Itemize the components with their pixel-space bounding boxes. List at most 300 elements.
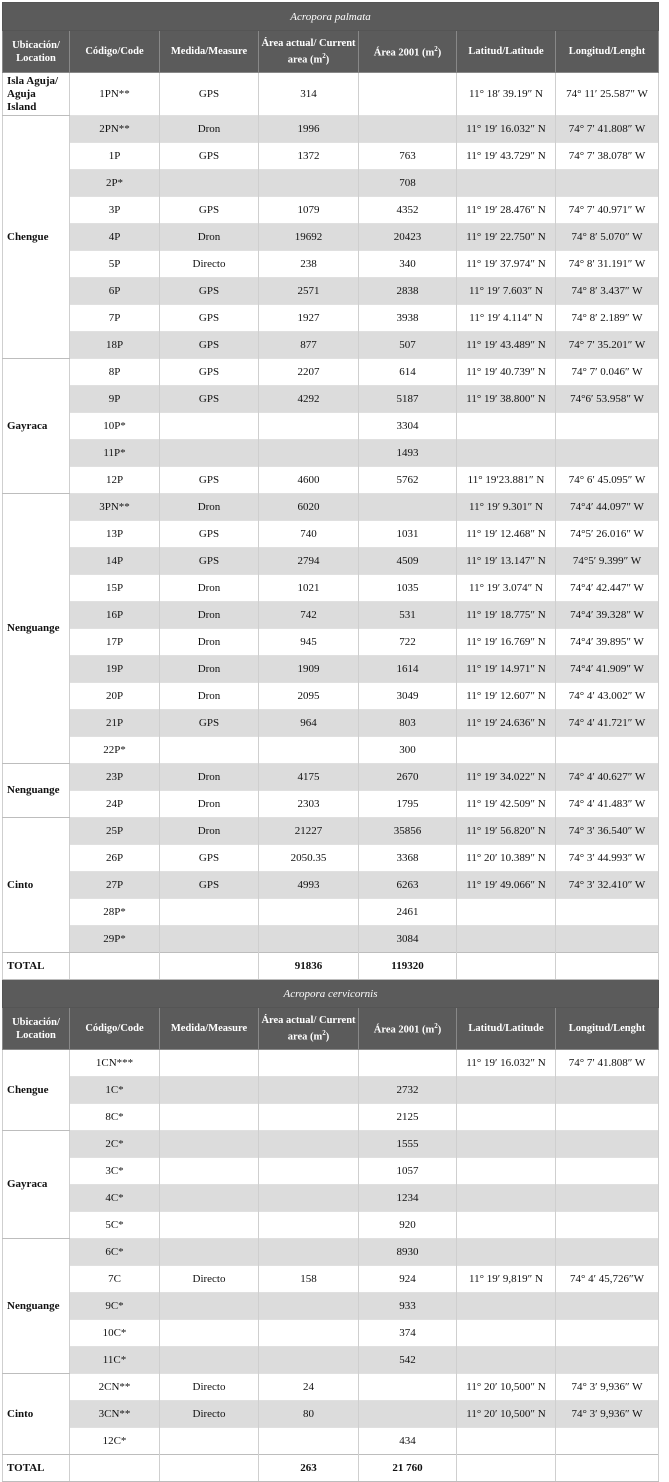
- longitude-cell: 74° 4′ 41.483″ W: [556, 791, 659, 818]
- area-2001-cell: 4509: [359, 548, 457, 575]
- latitude-cell: 11° 19′23.881″ N: [457, 467, 556, 494]
- table-row: [3, 845, 659, 872]
- total-area-2001: 119320: [359, 953, 457, 980]
- current-area-cell: 945: [259, 629, 359, 656]
- current-area-cell: [259, 1428, 359, 1455]
- header-location: Ubicación/ Location: [3, 31, 70, 73]
- total-empty-cell: [556, 953, 659, 980]
- longitude-cell: 74° 8′ 5.070″ W: [556, 224, 659, 251]
- area-2001-cell: 531: [359, 602, 457, 629]
- location-cell: Chengue: [3, 1050, 70, 1131]
- current-area-cell: 6020: [259, 494, 359, 521]
- current-area-cell: [259, 440, 359, 467]
- header-location: Ubicación/ Location: [3, 1008, 70, 1050]
- code-cell: 8P: [70, 359, 160, 386]
- current-area-cell: [259, 413, 359, 440]
- table-row: [3, 872, 659, 899]
- longitude-cell: 74° 4′ 41.721″ W: [556, 710, 659, 737]
- measure-cell: [160, 1347, 259, 1374]
- longitude-cell: [556, 1185, 659, 1212]
- measure-cell: [160, 1212, 259, 1239]
- location-cell: Cinto: [3, 818, 70, 953]
- area-2001-cell: 2732: [359, 1077, 457, 1104]
- current-area-cell: [259, 1131, 359, 1158]
- latitude-cell: [457, 1131, 556, 1158]
- table-row: [3, 170, 659, 197]
- latitude-cell: [457, 1293, 556, 1320]
- current-area-cell: 1372: [259, 143, 359, 170]
- latitude-cell: 11° 19′ 38.800″ N: [457, 386, 556, 413]
- measure-cell: Directo: [160, 251, 259, 278]
- species-title-row: [3, 980, 659, 1008]
- measure-cell: GPS: [160, 467, 259, 494]
- measure-cell: Dron: [160, 764, 259, 791]
- longitude-cell: [556, 413, 659, 440]
- longitude-cell: [556, 1131, 659, 1158]
- longitude-cell: 74°4′ 39.895″ W: [556, 629, 659, 656]
- current-area-cell: 1021: [259, 575, 359, 602]
- code-cell: 2C*: [70, 1131, 160, 1158]
- code-cell: 3P: [70, 197, 160, 224]
- table-row: [3, 1104, 659, 1131]
- latitude-cell: 11° 19′ 14.971″ N: [457, 656, 556, 683]
- code-cell: 2CN**: [70, 1374, 160, 1401]
- measure-cell: GPS: [160, 521, 259, 548]
- longitude-cell: 74° 11′ 25.587″ W: [556, 73, 659, 116]
- longitude-cell: 74°5′ 26.016″ W: [556, 521, 659, 548]
- latitude-cell: [457, 1185, 556, 1212]
- code-cell: 12C*: [70, 1428, 160, 1455]
- area-2001-cell: 2670: [359, 764, 457, 791]
- area-2001-cell: 1234: [359, 1185, 457, 1212]
- latitude-cell: 11° 18′ 39.19″ N: [457, 73, 556, 116]
- area-2001-cell: 6263: [359, 872, 457, 899]
- measure-cell: GPS: [160, 332, 259, 359]
- longitude-cell: [556, 170, 659, 197]
- table-row: [3, 278, 659, 305]
- latitude-cell: [457, 1077, 556, 1104]
- current-area-cell: 1996: [259, 116, 359, 143]
- table-row: [3, 818, 659, 845]
- code-cell: 23P: [70, 764, 160, 791]
- measure-cell: Dron: [160, 629, 259, 656]
- latitude-cell: 11° 19′ 56.820″ N: [457, 818, 556, 845]
- measure-cell: GPS: [160, 359, 259, 386]
- longitude-cell: [556, 1212, 659, 1239]
- area-2001-cell: 542: [359, 1347, 457, 1374]
- longitude-cell: 74° 7′ 35.201″ W: [556, 332, 659, 359]
- area-2001-cell: 434: [359, 1428, 457, 1455]
- latitude-cell: [457, 170, 556, 197]
- longitude-cell: 74° 3′ 44.993″ W: [556, 845, 659, 872]
- measure-cell: [160, 899, 259, 926]
- area-2001-cell: 4352: [359, 197, 457, 224]
- code-cell: 19P: [70, 656, 160, 683]
- measure-cell: Dron: [160, 116, 259, 143]
- area-2001-cell: 1057: [359, 1158, 457, 1185]
- table-row: [3, 1077, 659, 1104]
- current-area-cell: [259, 1212, 359, 1239]
- area-2001-cell: 374: [359, 1320, 457, 1347]
- longitude-cell: [556, 1104, 659, 1131]
- area-2001-cell: [359, 116, 457, 143]
- total-empty-cell: [457, 953, 556, 980]
- table-row: [3, 1185, 659, 1212]
- table-row: [3, 926, 659, 953]
- code-cell: 8C*: [70, 1104, 160, 1131]
- code-cell: 29P*: [70, 926, 160, 953]
- measure-cell: [160, 1239, 259, 1266]
- area-2001-cell: 5187: [359, 386, 457, 413]
- current-area-cell: 877: [259, 332, 359, 359]
- code-cell: 1PN**: [70, 73, 160, 116]
- longitude-cell: 74° 3′ 9,936″ W: [556, 1401, 659, 1428]
- table-row: [3, 737, 659, 764]
- code-cell: 11P*: [70, 440, 160, 467]
- location-cell: Cinto: [3, 1374, 70, 1455]
- code-cell: 6C*: [70, 1239, 160, 1266]
- code-cell: 5C*: [70, 1212, 160, 1239]
- table-row: [3, 332, 659, 359]
- current-area-cell: [259, 1239, 359, 1266]
- longitude-cell: [556, 1347, 659, 1374]
- longitude-cell: 74° 4′ 43.002″ W: [556, 683, 659, 710]
- area-2001-cell: 5762: [359, 467, 457, 494]
- total-area-2001: 21 760: [359, 1455, 457, 1482]
- coral-table-container: [2, 2, 658, 1482]
- table-row: [3, 1374, 659, 1401]
- header-latitude: Latitud/Latitude: [457, 1008, 556, 1050]
- header-longitude: Longitud/Lenght: [556, 1008, 659, 1050]
- longitude-cell: [556, 1239, 659, 1266]
- column-header-row: [3, 1008, 659, 1050]
- latitude-cell: [457, 413, 556, 440]
- area-2001-cell: 920: [359, 1212, 457, 1239]
- measure-cell: Dron: [160, 791, 259, 818]
- longitude-cell: [556, 1158, 659, 1185]
- table-row: [3, 764, 659, 791]
- area-2001-cell: 763: [359, 143, 457, 170]
- area-2001-cell: [359, 1050, 457, 1077]
- measure-cell: Dron: [160, 575, 259, 602]
- longitude-cell: [556, 1428, 659, 1455]
- measure-cell: GPS: [160, 710, 259, 737]
- latitude-cell: 11° 20′ 10.389″ N: [457, 845, 556, 872]
- table-row: [3, 1401, 659, 1428]
- location-cell: Isla Aguja/ Aguja Island: [3, 73, 70, 116]
- latitude-cell: 11° 19′ 24.636″ N: [457, 710, 556, 737]
- table-row: [3, 602, 659, 629]
- latitude-cell: [457, 1212, 556, 1239]
- measure-cell: [160, 926, 259, 953]
- current-area-cell: 19692: [259, 224, 359, 251]
- table-row: [3, 413, 659, 440]
- code-cell: 21P: [70, 710, 160, 737]
- current-area-cell: 2207: [259, 359, 359, 386]
- area-2001-cell: [359, 73, 457, 116]
- measure-cell: [160, 737, 259, 764]
- measure-cell: [160, 1293, 259, 1320]
- table-row: [3, 683, 659, 710]
- longitude-cell: 74° 8′ 31.191″ W: [556, 251, 659, 278]
- area-2001-cell: 340: [359, 251, 457, 278]
- table-row: [3, 1428, 659, 1455]
- current-area-cell: [259, 1050, 359, 1077]
- latitude-cell: 11° 19′ 13.147″ N: [457, 548, 556, 575]
- code-cell: 26P: [70, 845, 160, 872]
- longitude-cell: [556, 926, 659, 953]
- table-row: [3, 899, 659, 926]
- area-2001-cell: 1795: [359, 791, 457, 818]
- measure-cell: [160, 1428, 259, 1455]
- measure-cell: Directo: [160, 1266, 259, 1293]
- table-row: [3, 1158, 659, 1185]
- measure-cell: Directo: [160, 1374, 259, 1401]
- code-cell: 18P: [70, 332, 160, 359]
- longitude-cell: 74° 7′ 41.808″ W: [556, 1050, 659, 1077]
- header-current-area: Área actual/ Current area $(m^2)$: [259, 31, 359, 73]
- latitude-cell: 11° 19′ 37.974″ N: [457, 251, 556, 278]
- area-2001-cell: 1031: [359, 521, 457, 548]
- table-row: [3, 467, 659, 494]
- code-cell: 10P*: [70, 413, 160, 440]
- measure-cell: [160, 440, 259, 467]
- total-label: TOTAL: [3, 953, 70, 980]
- table-row: [3, 197, 659, 224]
- latitude-cell: 11° 19′ 43.729″ N: [457, 143, 556, 170]
- coral-area-table: [2, 2, 659, 1482]
- location-cell: Nenguange: [3, 1239, 70, 1374]
- total-empty-cell: [160, 1455, 259, 1482]
- header-code: Código/Code: [70, 31, 160, 73]
- table-row: [3, 548, 659, 575]
- species-title-row: [3, 3, 659, 31]
- code-cell: 9P: [70, 386, 160, 413]
- area-2001-cell: 614: [359, 359, 457, 386]
- code-cell: 16P: [70, 602, 160, 629]
- measure-cell: Dron: [160, 602, 259, 629]
- area-2001-cell: 3938: [359, 305, 457, 332]
- measure-cell: [160, 1131, 259, 1158]
- current-area-cell: [259, 170, 359, 197]
- area-2001-cell: 2461: [359, 899, 457, 926]
- area-2001-cell: 1035: [359, 575, 457, 602]
- current-area-cell: 742: [259, 602, 359, 629]
- latitude-cell: [457, 1320, 556, 1347]
- header-current-area: Área actual/ Current area $(m^2)$: [259, 1008, 359, 1050]
- area-2001-cell: [359, 494, 457, 521]
- longitude-cell: 74° 3′ 9,936″ W: [556, 1374, 659, 1401]
- current-area-cell: 1079: [259, 197, 359, 224]
- longitude-cell: 74° 8′ 2.189″ W: [556, 305, 659, 332]
- table-row: [3, 1212, 659, 1239]
- measure-cell: GPS: [160, 845, 259, 872]
- table-row: [3, 521, 659, 548]
- latitude-cell: [457, 1239, 556, 1266]
- current-area-cell: 80: [259, 1401, 359, 1428]
- table-row: [3, 305, 659, 332]
- code-cell: 14P: [70, 548, 160, 575]
- longitude-cell: 74°5′ 9.399″ W: [556, 548, 659, 575]
- latitude-cell: 11° 20′ 10,500″ N: [457, 1374, 556, 1401]
- latitude-cell: 11° 19′ 18.775″ N: [457, 602, 556, 629]
- measure-cell: GPS: [160, 305, 259, 332]
- latitude-cell: 11° 20′ 10,500″ N: [457, 1401, 556, 1428]
- code-cell: 9C*: [70, 1293, 160, 1320]
- latitude-cell: 11° 19′ 7.603″ N: [457, 278, 556, 305]
- total-empty-cell: [556, 1455, 659, 1482]
- location-cell: Nenguange: [3, 764, 70, 818]
- location-cell: Chengue: [3, 116, 70, 359]
- latitude-cell: 11° 19′ 9.301″ N: [457, 494, 556, 521]
- latitude-cell: [457, 1104, 556, 1131]
- code-cell: 1P: [70, 143, 160, 170]
- code-cell: 4P: [70, 224, 160, 251]
- code-cell: 7C: [70, 1266, 160, 1293]
- measure-cell: [160, 413, 259, 440]
- latitude-cell: [457, 926, 556, 953]
- latitude-cell: 11° 19′ 49.066″ N: [457, 872, 556, 899]
- code-cell: 25P: [70, 818, 160, 845]
- table-row: [3, 1347, 659, 1374]
- current-area-cell: 158: [259, 1266, 359, 1293]
- code-cell: 3C*: [70, 1158, 160, 1185]
- area-2001-cell: 933: [359, 1293, 457, 1320]
- longitude-cell: 74° 7′ 40.971″ W: [556, 197, 659, 224]
- table-row: [3, 710, 659, 737]
- measure-cell: [160, 1158, 259, 1185]
- measure-cell: Dron: [160, 224, 259, 251]
- measure-cell: [160, 1050, 259, 1077]
- longitude-cell: [556, 737, 659, 764]
- area-2001-cell: 3368: [359, 845, 457, 872]
- current-area-cell: [259, 899, 359, 926]
- longitude-cell: 74° 7′ 38.078″ W: [556, 143, 659, 170]
- current-area-cell: 964: [259, 710, 359, 737]
- location-cell: Gayraca: [3, 359, 70, 494]
- current-area-cell: 4175: [259, 764, 359, 791]
- table-row: [3, 251, 659, 278]
- table-row: [3, 359, 659, 386]
- species-title: Acropora palmata: [3, 3, 659, 31]
- measure-cell: Dron: [160, 818, 259, 845]
- latitude-cell: [457, 1347, 556, 1374]
- header-area-2001: Área 2001 $(m^2)$: [359, 1008, 457, 1050]
- current-area-cell: 740: [259, 521, 359, 548]
- table-row: [3, 143, 659, 170]
- code-cell: 2PN**: [70, 116, 160, 143]
- longitude-cell: 74°4′ 39.328″ W: [556, 602, 659, 629]
- header-longitude: Longitud/Lenght: [556, 31, 659, 73]
- area-2001-cell: 1493: [359, 440, 457, 467]
- table-row: [3, 440, 659, 467]
- code-cell: 12P: [70, 467, 160, 494]
- latitude-cell: 11° 19′ 16.032″ N: [457, 1050, 556, 1077]
- code-cell: 24P: [70, 791, 160, 818]
- measure-cell: [160, 1320, 259, 1347]
- code-cell: 13P: [70, 521, 160, 548]
- code-cell: 20P: [70, 683, 160, 710]
- code-cell: 17P: [70, 629, 160, 656]
- current-area-cell: [259, 1320, 359, 1347]
- code-cell: 1C*: [70, 1077, 160, 1104]
- current-area-cell: 238: [259, 251, 359, 278]
- table-row: [3, 494, 659, 521]
- current-area-cell: 314: [259, 73, 359, 116]
- latitude-cell: 11° 19′ 28.476″ N: [457, 197, 556, 224]
- area-2001-cell: 708: [359, 170, 457, 197]
- area-2001-cell: 3084: [359, 926, 457, 953]
- measure-cell: GPS: [160, 278, 259, 305]
- header-code: Código/Code: [70, 1008, 160, 1050]
- current-area-cell: 21227: [259, 818, 359, 845]
- area-2001-cell: 2125: [359, 1104, 457, 1131]
- code-cell: 5P: [70, 251, 160, 278]
- latitude-cell: [457, 899, 556, 926]
- code-cell: 27P: [70, 872, 160, 899]
- current-area-cell: [259, 1185, 359, 1212]
- latitude-cell: 11° 19′ 42.509″ N: [457, 791, 556, 818]
- current-area-cell: 4292: [259, 386, 359, 413]
- current-area-cell: 1927: [259, 305, 359, 332]
- table-row: [3, 1320, 659, 1347]
- area-2001-cell: [359, 1401, 457, 1428]
- table-row: [3, 791, 659, 818]
- table-row: [3, 1050, 659, 1077]
- latitude-cell: 11° 19′ 12.468″ N: [457, 521, 556, 548]
- latitude-cell: [457, 1428, 556, 1455]
- total-empty-cell: [160, 953, 259, 980]
- current-area-cell: 24: [259, 1374, 359, 1401]
- longitude-cell: [556, 899, 659, 926]
- latitude-cell: 11° 19′ 12.607″ N: [457, 683, 556, 710]
- total-row: [3, 1455, 659, 1482]
- area-2001-cell: 8930: [359, 1239, 457, 1266]
- table-row: [3, 656, 659, 683]
- current-area-cell: [259, 1104, 359, 1131]
- longitude-cell: 74°4′ 44.097″ W: [556, 494, 659, 521]
- header-measure: Medida/Measure: [160, 31, 259, 73]
- longitude-cell: [556, 1320, 659, 1347]
- area-2001-cell: 722: [359, 629, 457, 656]
- measure-cell: [160, 170, 259, 197]
- code-cell: 28P*: [70, 899, 160, 926]
- area-2001-cell: 924: [359, 1266, 457, 1293]
- current-area-cell: 2794: [259, 548, 359, 575]
- code-cell: 22P*: [70, 737, 160, 764]
- latitude-cell: [457, 1158, 556, 1185]
- header-latitude: Latitud/Latitude: [457, 31, 556, 73]
- location-cell: Gayraca: [3, 1131, 70, 1239]
- longitude-cell: 74°4′ 41.909″ W: [556, 656, 659, 683]
- current-area-cell: 4600: [259, 467, 359, 494]
- total-empty-cell: [70, 953, 160, 980]
- measure-cell: Dron: [160, 494, 259, 521]
- area-2001-cell: 35856: [359, 818, 457, 845]
- latitude-cell: 11° 19′ 34.022″ N: [457, 764, 556, 791]
- code-cell: 3PN**: [70, 494, 160, 521]
- measure-cell: GPS: [160, 197, 259, 224]
- measure-cell: GPS: [160, 548, 259, 575]
- total-empty-cell: [70, 1455, 160, 1482]
- measure-cell: GPS: [160, 73, 259, 116]
- table-row: [3, 116, 659, 143]
- code-cell: 2P*: [70, 170, 160, 197]
- latitude-cell: 11° 19′ 43.489″ N: [457, 332, 556, 359]
- table-row: [3, 73, 659, 116]
- longitude-cell: [556, 440, 659, 467]
- longitude-cell: [556, 1293, 659, 1320]
